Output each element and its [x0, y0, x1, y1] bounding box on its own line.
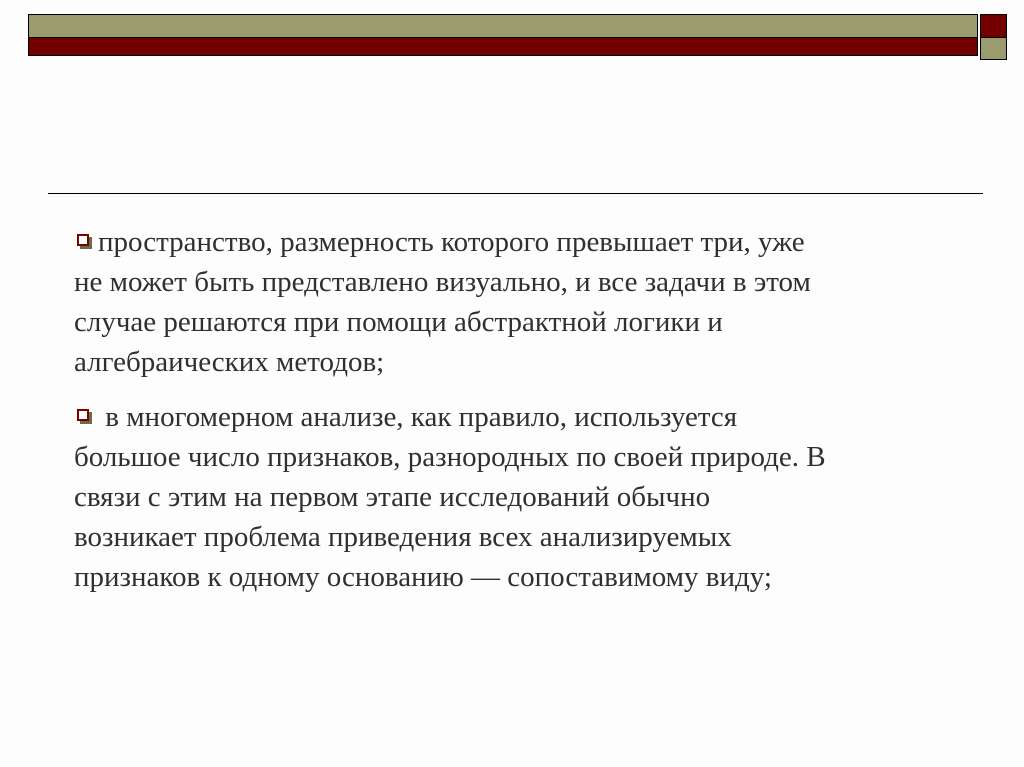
bullet-1-line-1: пространство, размерность которого превышает три, уже: [98, 226, 805, 258]
bullet-2-line-2: большое число признаков, разнородных по своей природе. В: [74, 441, 826, 473]
bullet-1-line-2: не может быть представлено визуально, и все задачи в этом: [74, 266, 811, 298]
hollow-square-bullet-icon: [74, 232, 94, 252]
hollow-square-bullet-icon: [74, 407, 94, 427]
header-red-square: [980, 14, 1007, 38]
bullet-2-line-3: связи с этим на первом этапе исследований обычно: [74, 481, 711, 513]
slide-body: [74, 222, 974, 612]
bullet-1-line-3: случае решаются при помощи абстрактной логики и: [74, 306, 723, 338]
bullet-2-line-5: признаков к одному основанию — сопоставимому виду;: [74, 561, 772, 593]
header-olive-bar: [28, 14, 978, 38]
title-divider: [48, 193, 983, 194]
bullet-2-line-1: в многомерном анализе, как правило, используется: [98, 401, 738, 433]
bullet-item-1: [74, 222, 974, 382]
bullet-item-2: [74, 397, 974, 597]
header-olive-square: [980, 38, 1007, 60]
header-red-bar: [28, 38, 978, 56]
bullet-2-line-4: возникает проблема приведения всех анализируемых: [74, 521, 732, 553]
bullet-1-line-4: алгебраических методов;: [74, 346, 385, 378]
